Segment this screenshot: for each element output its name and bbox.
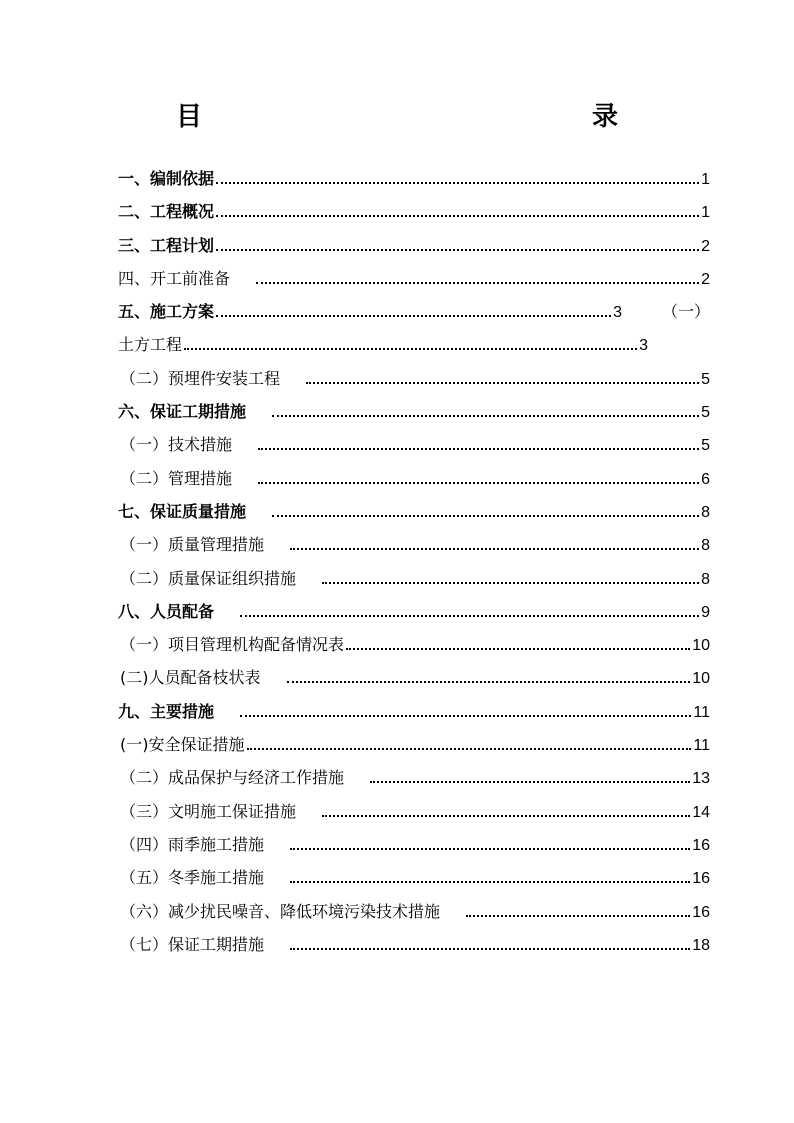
toc-entry-label: （五）冬季施工措施 — [120, 868, 265, 888]
toc-entry-page: 13 — [692, 770, 710, 788]
toc-entry-label: （一）项目管理机构配备情况表 — [120, 635, 345, 655]
toc-entry-label: 四、开工前准备 — [118, 268, 231, 288]
toc-entry[interactable] — [118, 832, 710, 865]
toc-entry-label: 六、保证工期措施 — [118, 402, 247, 422]
toc-entry-page: 3 — [639, 337, 648, 355]
leader-dots — [466, 915, 690, 917]
toc-entry[interactable] — [118, 765, 710, 798]
leader-dots — [258, 448, 699, 450]
toc-entry[interactable] — [118, 632, 710, 665]
leader-dots — [240, 615, 699, 617]
toc-entry-page: 9 — [701, 603, 710, 621]
leader-dots — [272, 415, 699, 417]
toc-entry-page: 8 — [701, 537, 710, 555]
leader-dots — [216, 315, 611, 317]
leader-dots — [290, 881, 690, 883]
leader-dots — [240, 715, 691, 717]
toc-entry[interactable] — [118, 566, 710, 599]
toc-entry-label: (二)人员配备枝状表 — [120, 668, 261, 688]
toc-entry-label: 三、工程计划 — [118, 235, 215, 255]
toc-entry-label: （三）文明施工保证措施 — [120, 801, 297, 821]
toc-entry-page: 14 — [692, 803, 710, 821]
toc-entry[interactable] — [118, 266, 710, 299]
toc-entry-label: （四）雨季施工措施 — [120, 834, 265, 854]
leader-dots — [247, 748, 692, 750]
leader-dots — [258, 482, 699, 484]
leader-dots — [322, 815, 690, 817]
toc-entry-label: （二）质量保证组织措施 — [120, 568, 297, 588]
leader-dots — [290, 848, 690, 850]
toc-entry-page: 10 — [692, 670, 710, 688]
toc-entry[interactable] — [118, 699, 710, 732]
leader-dots — [322, 582, 699, 584]
toc-entry-page: 2 — [701, 270, 710, 288]
leader-dots — [287, 681, 691, 683]
toc-entry-continuation: （一） — [661, 302, 710, 322]
toc-entry[interactable] — [118, 732, 710, 765]
toc-entry-page: 16 — [692, 836, 710, 854]
leader-dots — [216, 215, 699, 217]
toc-entry[interactable] — [118, 599, 710, 632]
toc-entry-page: 18 — [692, 936, 710, 954]
leader-dots — [216, 182, 699, 184]
toc-entry-label: （一）技术措施 — [120, 435, 233, 455]
toc-entry-label: (一)安全保证措施 — [120, 735, 245, 755]
toc-entry-page: 11 — [693, 737, 710, 755]
toc-entry-label: 二、工程概况 — [118, 202, 215, 222]
toc-entry-label: 七、保证质量措施 — [118, 501, 247, 521]
toc-entry-label: 一、编制依据 — [118, 169, 215, 188]
toc-entry-label: 五、施工方案 — [118, 302, 215, 322]
toc-entry-page: 1 — [701, 204, 710, 222]
toc-entry-page: 1 — [701, 171, 710, 188]
toc-entry[interactable] — [118, 466, 710, 499]
toc-entry[interactable] — [118, 665, 710, 698]
leader-dots — [272, 515, 699, 517]
leader-dots — [290, 948, 690, 950]
toc-entry[interactable] — [118, 932, 710, 965]
toc-entry-label: （七）保证工期措施 — [120, 934, 265, 954]
toc-entry-page: 16 — [692, 903, 710, 921]
toc-entry-label: 土方工程 — [118, 335, 183, 355]
toc-entry[interactable] — [118, 432, 710, 465]
toc-entry-page: 16 — [692, 870, 710, 888]
toc-entry[interactable] — [118, 299, 710, 332]
leader-dots — [184, 348, 637, 350]
toc-entry[interactable] — [118, 166, 710, 199]
toc-entry-page: 11 — [693, 703, 710, 721]
toc-entry-page: 3 — [613, 304, 622, 322]
toc-entry[interactable] — [118, 399, 710, 432]
toc-entry-page: 8 — [701, 570, 710, 588]
toc-entry[interactable] — [118, 366, 710, 399]
toc-entry[interactable] — [118, 899, 710, 932]
toc-entry[interactable] — [118, 532, 710, 565]
toc-entry-page: 2 — [701, 237, 710, 255]
page-title: 目 录 — [175, 102, 696, 132]
leader-dots — [216, 249, 699, 251]
toc-entry-label: （二）预埋件安装工程 — [120, 368, 281, 388]
leader-dots — [290, 548, 699, 550]
toc-entry[interactable] — [118, 233, 710, 266]
toc-entry[interactable] — [118, 332, 648, 365]
toc-entry-label: （二）成品保护与经济工作措施 — [120, 768, 345, 788]
toc-entry[interactable] — [118, 199, 710, 232]
toc-entry-page: 10 — [692, 637, 710, 655]
toc-entry-label: （六）减少扰民噪音、降低环境污染技术措施 — [120, 901, 441, 921]
toc-entry-label: 九、主要措施 — [118, 701, 215, 721]
table-of-contents — [118, 166, 710, 965]
toc-entry-page: 5 — [701, 437, 710, 455]
toc-entry[interactable] — [118, 865, 710, 898]
toc-entry-page: 8 — [701, 503, 710, 521]
leader-dots — [256, 282, 699, 284]
toc-entry-page: 6 — [701, 470, 710, 488]
toc-entry[interactable] — [118, 499, 710, 532]
leader-dots — [306, 382, 699, 384]
toc-entry-page: 5 — [701, 370, 710, 388]
toc-entry-label: （二）管理措施 — [120, 468, 233, 488]
leader-dots — [370, 781, 690, 783]
leader-dots — [346, 648, 690, 650]
toc-entry-label: （一）质量管理措施 — [120, 535, 265, 555]
toc-entry[interactable] — [118, 799, 710, 832]
toc-entry-label: 八、人员配备 — [118, 601, 215, 621]
toc-entry-page: 5 — [701, 404, 710, 422]
